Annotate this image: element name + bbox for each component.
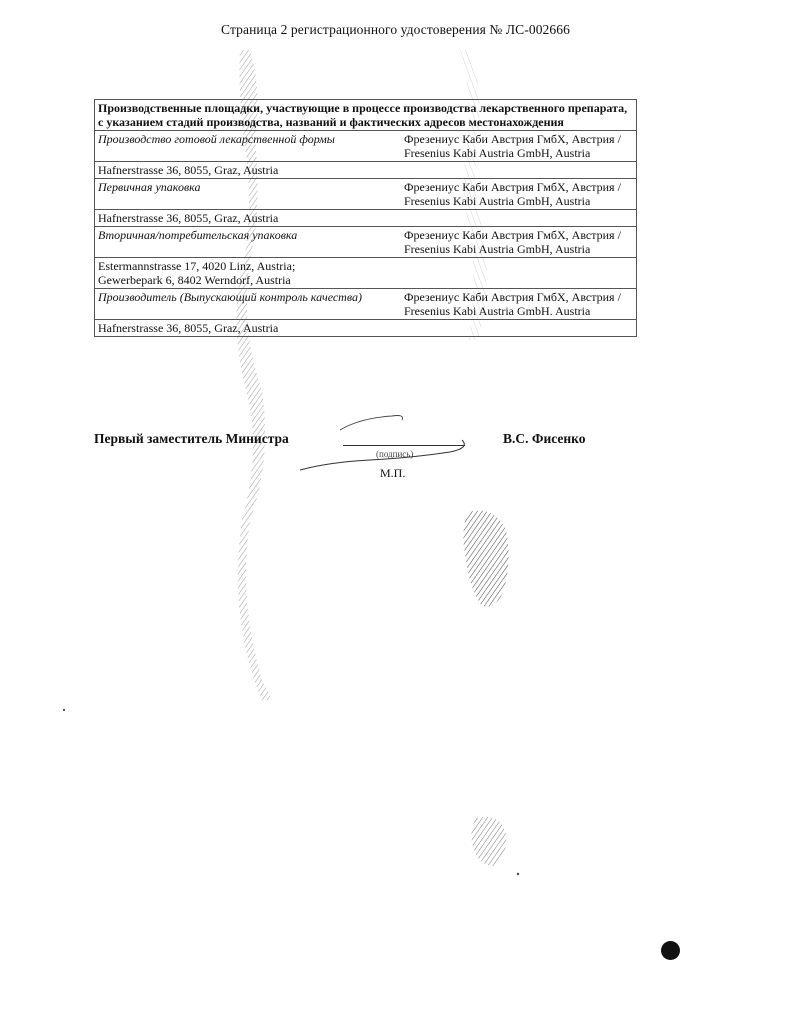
producer-cell: [401, 227, 637, 258]
stamp-blot: [463, 510, 508, 606]
address-line: Hafnerstrasse 36, 8055, Graz, Austria: [98, 163, 279, 177]
lower-smudge: [471, 817, 506, 866]
address-cell: [95, 320, 402, 337]
table-row: [95, 320, 637, 337]
table-row: [95, 258, 637, 289]
registration-dot: [661, 941, 680, 960]
address-line: Hafnerstrasse 36, 8055, Graz, Austria: [98, 211, 279, 225]
table-row: [95, 210, 637, 227]
signatory-role: Первый заместитель Министра: [94, 431, 289, 446]
address-cell: [95, 258, 402, 289]
signatory-name: В.С. Фисенко: [503, 431, 586, 446]
address-line: Gewerbepark 6, 8402 Werndorf, Austria: [98, 273, 291, 287]
stamp-place-label: М.П.: [380, 466, 406, 480]
empty-cell: [401, 210, 637, 227]
producer-name-ru: Фрезениус Каби Австрия ГмбХ, Австрия /: [404, 228, 621, 242]
table-row: [95, 162, 637, 179]
producer-name-en: Fresenius Kabi Austria GmbH, Austria: [404, 146, 591, 160]
producer-name-ru: Фрезениус Каби Австрия ГмбХ, Австрия /: [404, 132, 621, 146]
stage-label: Производство готовой лекарственной формы: [95, 131, 402, 162]
table-row: [95, 227, 637, 258]
table-heading: Производственные площадки, участвующие в процессе производства лекарственного препарата, с указанием стадий производства, названий и фактических адресов местонахождения: [95, 100, 637, 131]
address-cell: [95, 162, 402, 179]
producer-cell: [401, 179, 637, 210]
stage-label: Первичная упаковка: [95, 179, 402, 210]
producer-name-en: Fresenius Kabi Austria GmbH. Austria: [404, 304, 591, 318]
address-cell: [95, 210, 402, 227]
empty-cell: [401, 162, 637, 179]
producer-name-en: Fresenius Kabi Austria GmbH, Austria: [404, 194, 591, 208]
producer-name-ru: Фрезениус Каби Австрия ГмбХ, Австрия /: [404, 180, 621, 194]
producer-cell: [401, 131, 637, 162]
table-row: [95, 289, 637, 320]
address-line: Hafnerstrasse 36, 8055, Graz, Austria: [98, 321, 279, 335]
stage-label: Производитель (Выпускающий контроль качества): [95, 289, 402, 320]
empty-cell: [401, 258, 637, 289]
producer-cell: [401, 289, 637, 320]
table-row: [95, 179, 637, 210]
producer-name-en: Fresenius Kabi Austria GmbH, Austria: [404, 242, 591, 256]
stage-label: Вторичная/потребительская упаковка: [95, 227, 402, 258]
page-title: Страница 2 регистрационного удостоверения № ЛС-002666: [221, 22, 570, 37]
production-sites-table: [94, 99, 637, 337]
signature-caption: (подпись): [376, 449, 414, 459]
empty-cell: [401, 320, 637, 337]
address-line: Estermannstrasse 17, 4020 Linz, Austria;: [98, 259, 296, 273]
table-row: [95, 131, 637, 162]
signature-line: [343, 445, 465, 446]
producer-name-ru: Фрезениус Каби Австрия ГмбХ, Австрия /: [404, 290, 621, 304]
